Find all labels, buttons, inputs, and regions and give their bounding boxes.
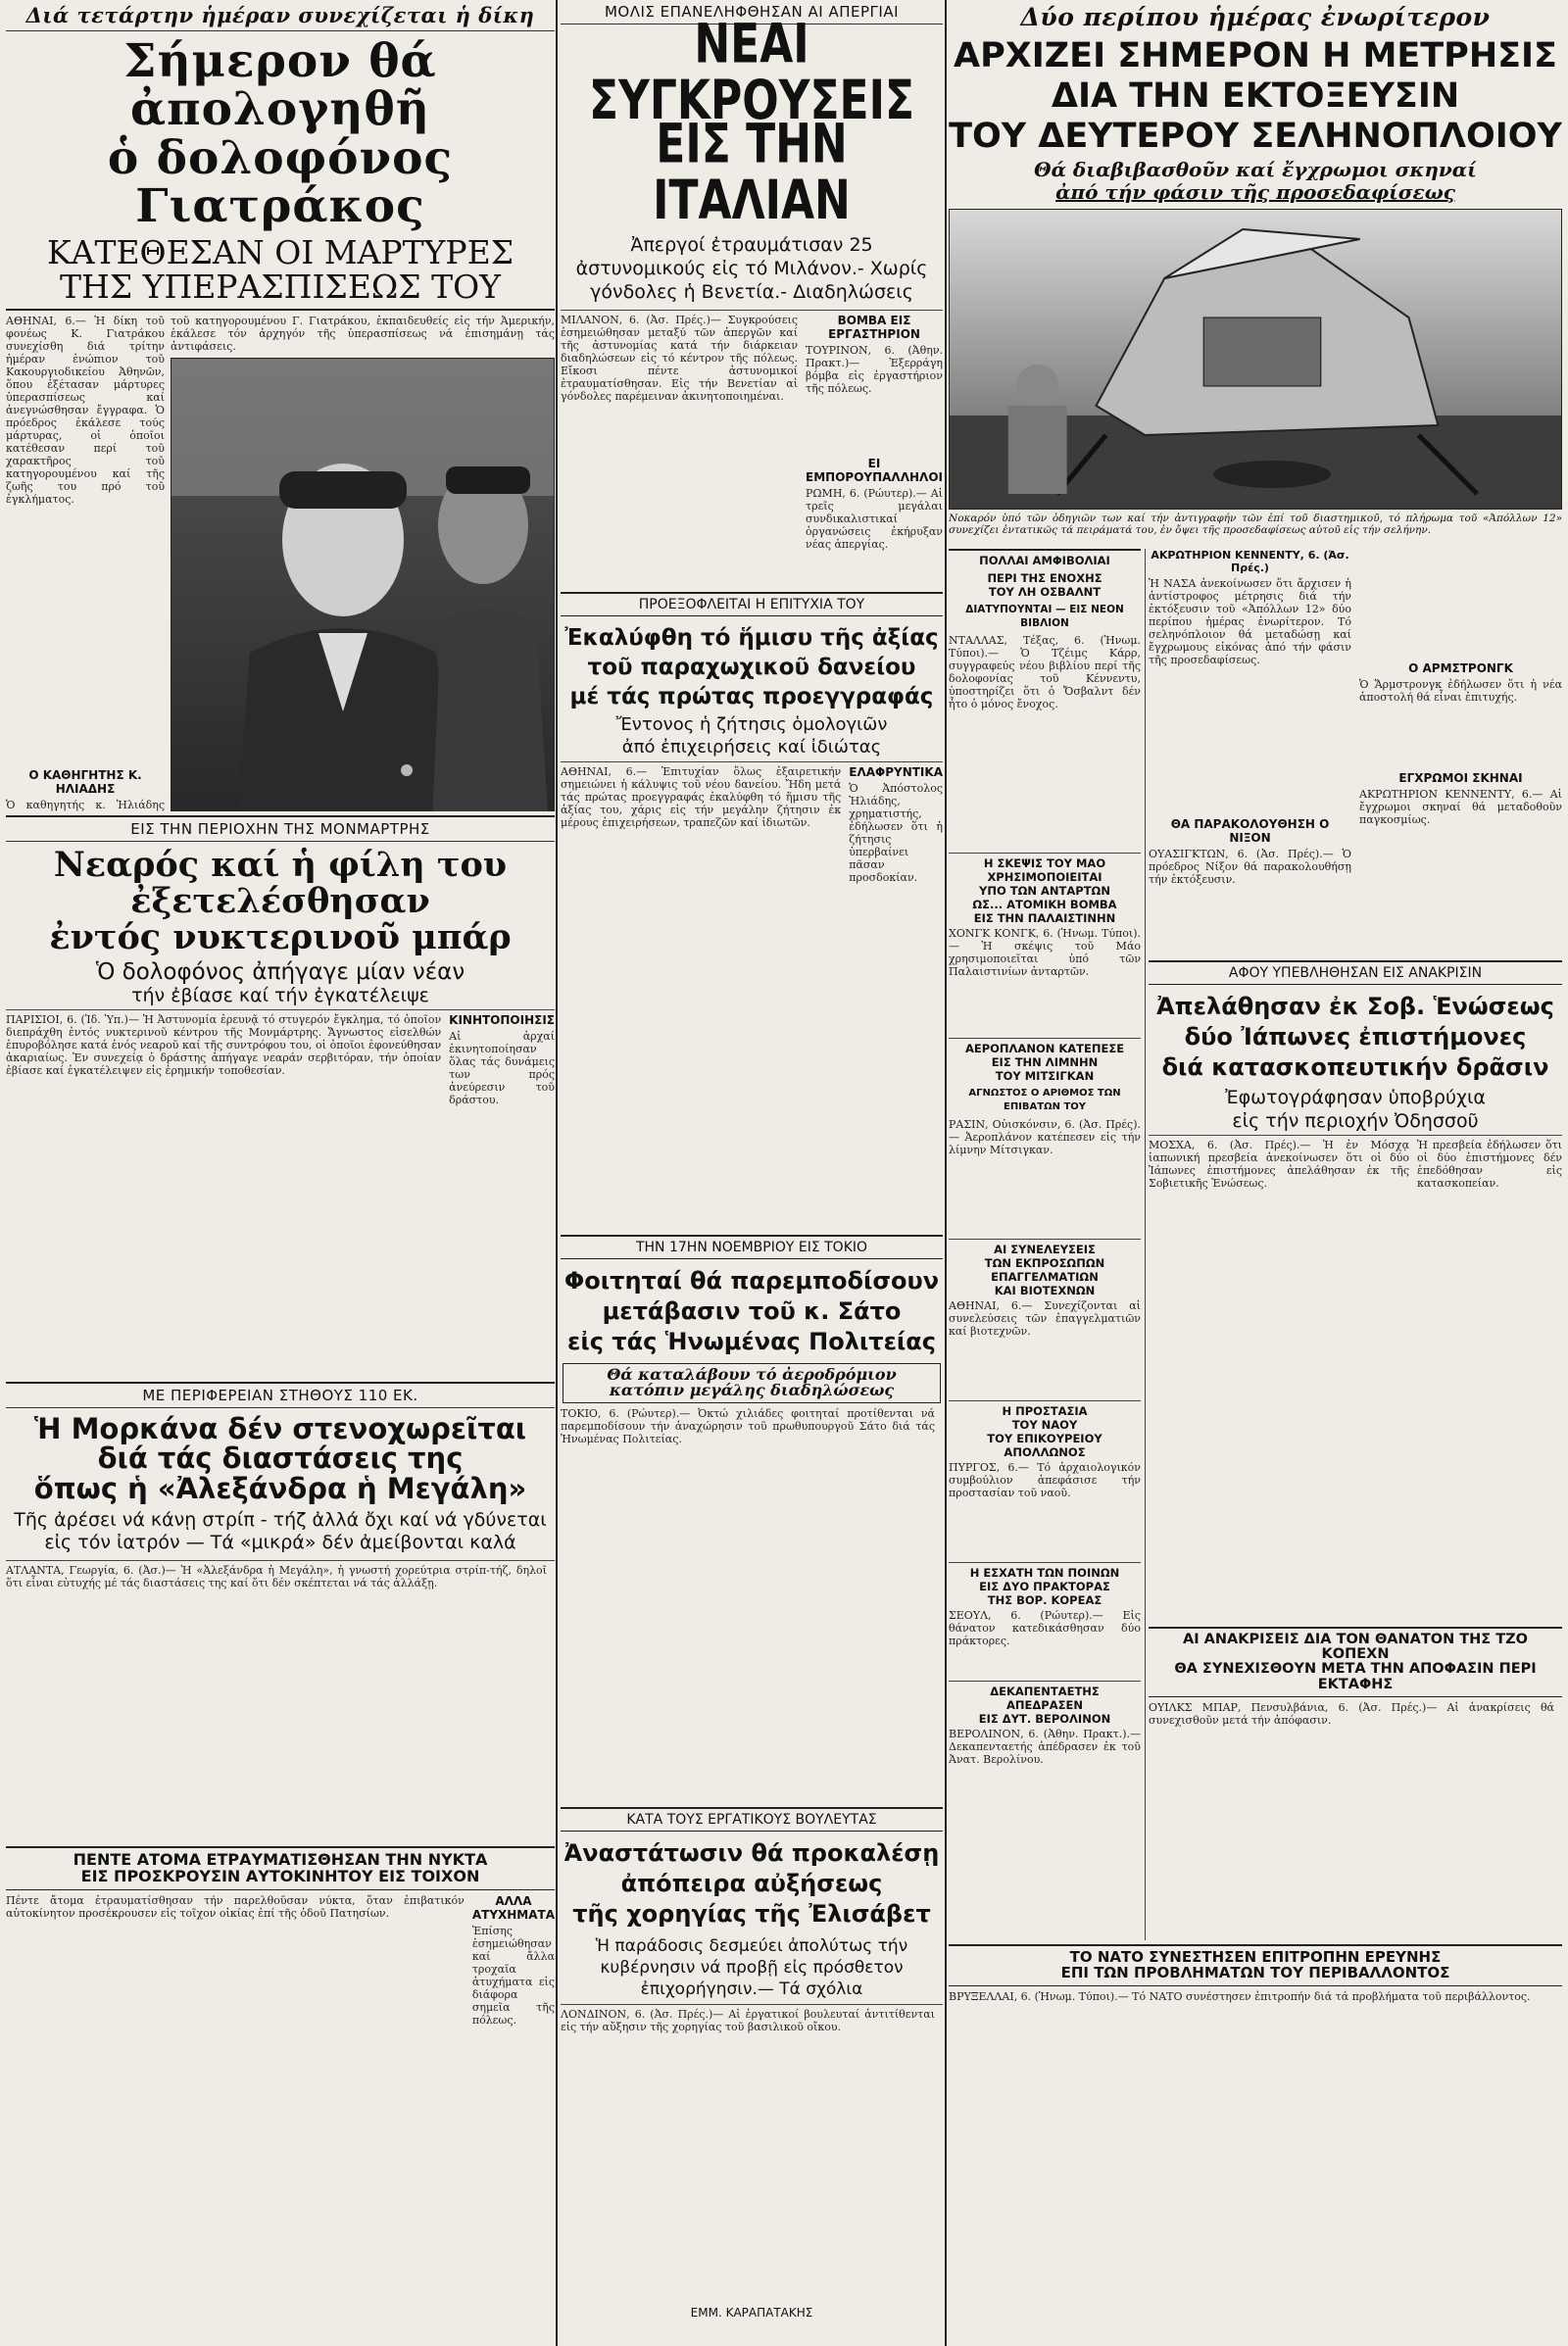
column-right bbox=[949, 0, 1562, 2346]
divider bbox=[949, 1239, 1141, 1240]
divider bbox=[949, 1038, 1141, 1039]
article-body: ΡΩΜΗ, 6. (Ρώυτερ).— Αἱ τρεῖς μεγάλαι συνδικαλιστικαί ὀργανώσεις ἐκήρυξαν νέας ἀπεργίας. bbox=[806, 486, 943, 551]
article-body: ΠΑΡΙΣΙΟΙ, 6. (Ἰδ. Ὑπ.)— Ἡ Ἀστυνομία ἐρευνᾷ τό στυγερόν ἔγκλημα, τό ὁποῖον διεπράχθη ἐντός νυκτερινοῦ κέντρου τῆς Μονμάρτρης. Ἄγνωστος εἰσελθών ἐπυροβόλησε κατά ἑνός νεαροῦ καί τῆς συντρόφου του, οἱ ὁποῖοι ἐφονεύθησαν ἀκαριαίως. Ἐν συνεχείᾳ ὁ δράστης ἀπήγαγε νεαράν σερβιτόραν, τήν ὁποίαν ἐβίασε καί ἐγκατέλειψεν εἰς ἐρημικήν τοποθεσίαν. bbox=[6, 1013, 442, 1078]
article-body: ΛΟΝΔΙΝΟΝ, 6. (Ἀσ. Πρές.)— Αἱ ἐργατικοί βουλευταί ἀντιτίθενται εἰς τήν αὔξησιν τῆς χορηγίας τοῦ βασιλικοῦ οἴκου. bbox=[561, 2007, 935, 2033]
article-kicker: ΕΙΣ ΤΗΝ ΠΕΡΙΟΧΗΝ ΤΗΣ ΜΟΝΜΑΡΤΡΗΣ bbox=[6, 815, 555, 842]
headline: ΔΙΑ ΤΗΝ ΕΚΤΟΞΕΥΣΙΝ bbox=[1051, 75, 1460, 116]
brief-subhead: ΔΙΑΤΥΠΟΥΝΤΑΙ — ΕΙΣ ΝΕΟΝ ΒΙΒΛΙΟΝ bbox=[965, 604, 1124, 629]
subheadline: ΚΑΤΕΘΕΣΑΝ ΟΙ ΜΑΡΤΥΡΕΣ bbox=[46, 233, 514, 272]
news-photo bbox=[949, 209, 1562, 510]
article-kicker: ΤΗΝ 17ΗΝ ΝΟΕΜΒΡΙΟΥ ΕΙΣ ΤΟΚΙΟ bbox=[561, 1235, 943, 1259]
article-kopechne bbox=[1149, 1627, 1562, 1921]
article-body: Ὁ Ἄρμστρονγκ ἐδήλωσεν ὅτι ἡ νέα ἀποστολή θά εἶναι ἐπιτυχής. bbox=[1359, 678, 1562, 704]
section-subhead: ΘΑ ΠΑΡΑΚΟΛΟΥΘΗΣΗ Ο ΝΙΞΟΝ bbox=[1170, 817, 1330, 845]
brief-head: ΤΟΥ ΝΑΟΥ bbox=[1011, 1418, 1078, 1432]
brief-head: ΥΠΟ ΤΩΝ ΑΝΤΑΡΤΩΝ bbox=[979, 884, 1110, 898]
brief-head: ΤΟΥ ΕΠΙΚΟΥΡΕΙΟΥ bbox=[987, 1432, 1102, 1445]
brief-head: ΑΠΟΛΛΩΝΟΣ bbox=[1004, 1445, 1086, 1459]
divider bbox=[561, 310, 943, 311]
article-body: ΧΟΝΓΚ ΚΟΝΓΚ, 6. (Ἡνωμ. Τύποι).— Ἡ σκέψις τοῦ Μάο χρησιμοποιεῖται ὑπό τῶν Παλαιστινίων ἀνταρτῶν. bbox=[949, 927, 1141, 978]
brief-head: ΑΠΕΔΡΑΣΕΝ bbox=[1006, 1698, 1083, 1712]
defendant-photo-graphic bbox=[172, 359, 554, 811]
article-kicker: Διά τετάρτην ἡμέραν συνεχίζεται ἡ δίκη bbox=[6, 0, 555, 31]
brief-head: ΕΠΑΓΓΕΛΜΑΤΙΩΝ bbox=[991, 1270, 1099, 1284]
section-subhead: ΒΟΜΒΑ ΕΙΣ ΕΡΓΑΣΤΗΡΙΟΝ bbox=[828, 313, 920, 341]
deck: Ἔντονος ἡ ζήτησις ὁμολογιῶν bbox=[615, 714, 888, 736]
deck: Ἡ παράδοσις δεσμεύει ἀπολύτως τήν κυβέρνησιν νά προβῇ εἰς πρόσθετον ἐπιχορήγησιν.— Τά σχόλια bbox=[595, 1935, 908, 1999]
article-kicker: ΜΕ ΠΕΡΙΦΕΡΕΙΑΝ ΣΤΗΘΟΥΣ 110 ΕΚ. bbox=[6, 1382, 555, 1408]
article-loan bbox=[561, 592, 943, 1231]
brief-head: ΕΙΣ ΤΗΝ ΠΑΛΑΙΣΤΙΝΗΝ bbox=[973, 911, 1116, 925]
headline: ἐξετελέσθησαν bbox=[130, 880, 430, 921]
article-body: ΤΟΥΡΙΝΟΝ, 6. (Ἀθην. Πρακτ.)— Ἐξερράγη βόμβα εἰς ἐργαστήριον τῆς πόλεως. bbox=[806, 343, 943, 395]
brief-head: ΤΟΥ ΛΗ ΟΣΒΑΛΝΤ bbox=[988, 585, 1102, 599]
headline: ὁ δολοφόνος Γιατράκος bbox=[107, 130, 454, 234]
headline: ΤΟΥ ΔΕΥΤΕΡΟΥ ΣΕΛΗΝΟΠΛΟΙΟΥ bbox=[949, 116, 1562, 156]
article-kicker: ΜΟΛΙΣ ΕΠΑΝΕΛΗΦΘΗΣΑΝ ΑΙ ΑΠΕΡΓΙΑΙ bbox=[561, 0, 943, 24]
article-body: ΒΕΡΟΛΙΝΟΝ, 6. (Ἀθην. Πρακτ.).— Δεκαπενταετής ἀπέδρασεν ἐκ τοῦ Ἀνατ. Βερολίνου. bbox=[949, 1728, 1141, 1766]
headline: ΑΡΧΙΖΕΙ ΣΗΜΕΡΟΝ Η ΜΕΤΡΗΣΙΣ bbox=[954, 36, 1557, 75]
article-sato-tokyo bbox=[561, 1235, 943, 1803]
headline: μετάβασιν τοῦ κ. Σάτο bbox=[602, 1297, 902, 1326]
brief-head: ΤΩΝ ΕΚΠΡΟΣΩΠΩΝ bbox=[984, 1256, 1105, 1270]
article-kicker: ΑΦΟΥ ΥΠΕΒΛΗΘΗΣΑΝ ΕΙΣ ΑΝΑΚΡΙΣΙΝ bbox=[1149, 960, 1562, 985]
article-kicker: ΤΟ ΝΑΤΟ ΣΥΝΕΣΤΗΣΕΝ ΕΠΙΤΡΟΠΗΝ ΕΡΕΥΝΗΣ bbox=[949, 1944, 1562, 1966]
deck: τήν ἐβίασε καί τήν ἐγκατέλειψε bbox=[131, 985, 429, 1007]
article-montmartre bbox=[6, 815, 555, 1378]
article-body: ΑΘΗΝΑΙ, 6.— Ἐπιτυχίαν ὅλως ἐξαιρετικήν σημειώνει ἡ κάλυψις τοῦ νέου δανείου. Ἤδη μετά τάς πρώτας προεγγραφάς ἐκαλύφθη τό ἥμισυ τῆς ἀξίας του, χάρις εἰς τήν μεγάλην ζήτησιν ἐκ μέρους ἐπιχειρήσεων, τραπεζῶν καί ἰδιωτῶν. bbox=[561, 765, 842, 830]
article-body: Ὁ καθηγητής κ. Ἠλιάδης bbox=[6, 798, 165, 811]
headline: τοῦ παραχωχικοῦ δανείου bbox=[587, 655, 916, 681]
deck: Θά καταλάβουν τό ἀεροδρόμιον bbox=[607, 1364, 897, 1384]
headline: Ἡ Μορκάνα δέν στενοχωρεῖται bbox=[33, 1412, 527, 1445]
article-body: Αἱ ἀρχαί ἐκινητοποίησαν ὅλας τάς δυνάμεις των πρός ἀνεύρεσιν τοῦ δράστου. bbox=[449, 1030, 555, 1107]
divider bbox=[561, 2004, 943, 2005]
article-body: ΝΤΑΛΛΑΣ, Τέξας, 6. (Ἡνωμ. Τύποι).— Ὁ Τζέιμς Κάρρ, συγγραφεύς νέου βιβλίου περί τῆς δολοφονίας τοῦ Κέννεντυ, ὑποστηρίζει ὅτι ὁ Ὄσβαλντ δέν ἦτο ὁ μόνος ἔνοχος. bbox=[949, 634, 1141, 710]
subheadline: ΤΗΣ ΥΠΕΡΑΣΠΙΣΕΩΣ ΤΟΥ bbox=[60, 268, 501, 307]
article-body: Ἐπίσης ἐσημειώθησαν καί ἄλλα τροχαῖα ἀτυχήματα εἰς διάφορα σημεῖα τῆς πόλεως. bbox=[471, 1924, 555, 2027]
article-body: ΑΘΗΝΑΙ, 6.— Ἡ δίκη τοῦ φονέως Κ. Γιατράκου συνεχίσθη διά τρίτην ἡμέραν ἐνώπιον τοῦ Κακουργιοδικείου Ἀθηνῶν, ὅπου ἐξέτασαν μάρτυρες ὑπερασπίσεως καί ἀνεγνώσθησαν ἔγγραφα. Ὁ πρόεδρος ἐκάλεσε τούς μάρτυρας, οἱ ὁποῖοι κατέθεσαν περί τοῦ χαρακτῆρος τοῦ κατηγορουμένου καί τῆς ζωῆς του πρό τοῦ ἐγκλήματος. bbox=[6, 314, 165, 506]
brief-subhead: ΑΓΝΩΣΤΟΣ Ο ΑΡΙΘΜΟΣ ΤΩΝ ΕΠΙΒΑΤΩΝ ΤΟΥ bbox=[968, 1088, 1121, 1112]
section-subhead: ΕΙ ΕΜΠΟΡΟΥΠΑΛΛΗΛΟΙ bbox=[806, 456, 943, 484]
divider bbox=[1149, 1135, 1562, 1136]
article-text-column bbox=[6, 315, 165, 811]
article-body: ΟΥΙΛΚΣ ΜΠΑΡ, Πενσυλβάνια, 6. (Ἀσ. Πρές.)— Αἱ ἀνακρίσεις θά συνεχισθοῦν μετά τήν ἀπόφασιν. bbox=[1149, 1700, 1554, 1727]
headline: Ἀπελάθησαν ἐκ Σοβ. Ἑνώσεως bbox=[1156, 993, 1554, 1020]
article-body: ΜΙΛΑΝΟΝ, 6. (Ἀσ. Πρές.)— Συγκρούσεις ἐσημειώθησαν μεταξύ τῶν ἀπεργῶν καί τῆς ἀστυνομίας κατά τήν διάρκειαν διαδηλώσεων εἰς τό κέντρον τῆς πόλεως. Εἴκοσι πέντε ἀστυνομικοί ἐτραυματίσθησαν. Εἰς τήν Βενετίαν αἱ γόνδολες παρέμειναν ἀκινητοποιημέναι. bbox=[561, 313, 799, 403]
article-kicker: Δύο περίπου ἡμέρας ἐνωρίτερον bbox=[1020, 3, 1491, 31]
deck: Θά διαβιβασθοῦν καί ἔγχρωμοι σκηναί bbox=[1034, 158, 1477, 182]
article-italy-strikes bbox=[561, 0, 943, 588]
lunar-module-photo-graphic bbox=[950, 210, 1561, 509]
headline: Νεαρός καί ἡ φίλη του bbox=[53, 845, 508, 885]
article-body: ΟΥΑΣΙΓΚΤΩΝ, 6. (Ἀσ. Πρές).— Ὁ πρόεδρος Νίξον θά παρακολουθήσῃ τήν ἐκτόξευσιν. bbox=[1149, 848, 1351, 886]
briefs-column bbox=[949, 549, 1146, 1940]
article-apollo-countdown bbox=[949, 0, 1562, 545]
brief-head: ΕΙΣ ΔΥΤ. ΒΕΡΟΛΙΝΟΝ bbox=[978, 1712, 1111, 1726]
news-photo bbox=[171, 358, 555, 811]
section-subhead: ΕΛΑΦΡΥΝΤΙΚΑ bbox=[849, 765, 943, 780]
divider bbox=[6, 309, 555, 311]
deck: εἰς τήν περιοχήν Ὀδησσοῦ bbox=[1232, 1109, 1479, 1132]
column-left bbox=[6, 0, 555, 2346]
byline: ΕΜΜ. ΚΑΡΑΠΑΤΑΚΗΣ bbox=[690, 2305, 813, 2320]
headline: μέ τάς πρώτας προεγγραφάς bbox=[569, 684, 934, 710]
article-body: ΑΘΗΝΑΙ, 6.— Συνεχίζονται αἱ συνελεύσεις τῶν ἐπαγγελματιῶν καί βιοτεχνῶν. bbox=[949, 1299, 1141, 1338]
article-body: ΡΑΣΙΝ, Οὐισκόνσιν, 6. (Ἀσ. Πρές).— Ἀεροπλάνον κατέπεσεν εἰς τήν λίμνην Μίτσιγκαν. bbox=[949, 1118, 1141, 1156]
article-body: ΜΟΣΧΑ, 6. (Ἀσ. Πρές).— Ἡ ἐν Μόσχᾳ ἰαπωνική πρεσβεία ἀνεκοίνωσεν ὅτι οἱ δύο Ἰάπωνες ἐπιστήμονες ἀπελάθησαν ἐκ τῆς Σοβιετικῆς Ἑνώσεως. bbox=[1149, 1139, 1409, 1191]
headline: Ἀναστάτωσιν θά προκαλέσῃ bbox=[564, 1839, 940, 1867]
headline: εἰς τάς Ἡνωμένας Πολιτείας bbox=[566, 1328, 936, 1356]
section-subhead: ΚΙΝΗΤΟΠΟΙΗΣΙΣ bbox=[449, 1013, 555, 1028]
headline: ἐντός νυκτερινοῦ μπάρ bbox=[49, 916, 512, 957]
headline: τῆς χορηγίας τῆς Ἐλισάβετ bbox=[572, 1900, 931, 1929]
article-kicker: ΠΡΟΕΞΟΦΛΕΙΤΑΙ Η ΕΠΙΤΥΧΙΑ ΤΟΥ bbox=[561, 592, 943, 616]
article-body: ΤΟΚΙΟ, 6. (Ρώυτερ).— Ὀκτώ χιλιάδες φοιτηταί προτίθενται νά παρεμποδίσουν τήν ἀναχώρησιν τοῦ πρωθυπουργοῦ Σάτο διά τάς Ἡνωμένας Πολιτείας. bbox=[561, 1407, 935, 1446]
divider bbox=[949, 853, 1141, 854]
headline: ἀπόπειρα αὐξήσεως bbox=[620, 1870, 883, 1898]
article-body: τοῦ κατηγορουμένου Γ. Γιατράκου, ἐκπαιδευθείς εἰς τήν Ἀμερικήν, ἐκάλεσε τόν ἀρχηγόν τῆς ὑπερασπίσεως νά ἐπισημάνῃ τάς ἀντιφάσεις. bbox=[171, 314, 555, 353]
headline: Ἐκαλύφθη τό ἥμισυ τῆς ἀξίας bbox=[564, 625, 939, 651]
article-body: ΒΡΥΞΕΛΛΑΙ, 6. (Ἡνωμ. Τύποι).— Τό ΝΑΤΟ συνέστησεν ἐπιτροπήν διά τά προβλήματα τοῦ περιβάλλοντος. bbox=[949, 1989, 1531, 2003]
divider bbox=[949, 1400, 1141, 1401]
headline: Φοιτηταί θά παρεμποδίσουν bbox=[564, 1267, 940, 1295]
article-japanese-expelled bbox=[1149, 960, 1562, 1623]
deck: κατόπιν μεγάλης διαδηλώσεως bbox=[609, 1381, 895, 1400]
deck: Ὁ δολοφόνος ἀπήγαγε μίαν νέαν bbox=[95, 959, 466, 986]
deck: Ἐφωτογράφησαν ὑποβρύχια bbox=[1225, 1086, 1486, 1108]
deck: ἀπό τήν φάσιν τῆς προσεδαφίσεως bbox=[1055, 180, 1455, 205]
column-middle bbox=[561, 0, 943, 2346]
column-rule bbox=[556, 0, 558, 2346]
section-subhead: ΕΓΧΡΩΜΟΙ ΣΚΗΝΑΙ bbox=[1398, 771, 1523, 785]
article-elizabeth-grant bbox=[561, 1807, 943, 2336]
brief-head: ΑΕΡΟΠΛΑΝΟΝ ΚΑΤΕΠΕΣΕ bbox=[964, 1042, 1125, 1055]
deck: Τῆς ἀρέσει νά κάνῃ στρίπ - τήζ ἀλλά ὄχι καί νά γδύνεται εἰς τόν ἰατρόν — Τά «μικρά» δέν ἀμείβονται καλά bbox=[14, 1509, 547, 1554]
article-body: Ἡ ΝΑΣΑ ἀνεκοίνωσεν ὅτι ἄρχισεν ἡ ἀντίστροφος μέτρησις διά τήν ἐκτόξευσιν τοῦ «Ἀπόλλων 12» δύο περίπου ἡμέρας ἐνωρίτερον. Τό σεληνόπλοιον θά μεταδώσῃ καί ἔγχρωμους εἰκόνας ἀπό τήν φάσιν τῆς προσεδαφίσεως. bbox=[1149, 577, 1351, 666]
section-subhead: Ο ΚΑΘΗΓΗΤΗΣ Κ. ΗΛΙΑΔΗΣ bbox=[28, 767, 142, 796]
headline: Σήμερον θά ἀπολογηθῆ bbox=[123, 34, 437, 137]
divider bbox=[561, 761, 943, 762]
brief-head: ΠΕΡΙ ΤΗΣ ΕΝΟΧΗΣ bbox=[987, 571, 1102, 585]
headline: διά κατασκοπευτικήν δρᾶσιν bbox=[1161, 1053, 1549, 1082]
photo-caption: Νοκαρόν ὑπό τῶν ὁδηγιῶν των καί τήν ἀντιγραφήν τῶν ἐπί τοῦ διαστημικοῦ, τό πλήρωμα τοῦ «Ἀπόλλων 12» συνεχίζει ἐντατικῶς τά πειράματά του, ἐν ὄψει τῆς προσεδαφίσεως αὐτοῦ εἰς τήν σελήνην. bbox=[949, 513, 1562, 537]
divider bbox=[6, 1560, 555, 1561]
article-morkana bbox=[6, 1382, 555, 1842]
brief-head: Η ΠΡΟΣΤΑΣΙΑ bbox=[1002, 1404, 1088, 1418]
article-kicker: ΕΙΣ ΠΡΟΣΚΡΟΥΣΙΝ ΑΥΤΟΚΙΝΗΤΟΥ ΕΙΣ ΤΟΙΧΟΝ bbox=[6, 1869, 555, 1890]
article-body: ΠΥΡΓΟΣ, 6.— Τό ἀρχαιολογικόν συμβούλιον ἀπεφάσισε τήν προστασίαν τοῦ ναοῦ. bbox=[949, 1461, 1141, 1499]
article-kicker: ΘΑ ΣΥΝΕΧΙΣΘΟΥΝ ΜΕΤΑ ΤΗΝ ΑΠΟΦΑΣΙΝ ΠΕΡΙ ΕΚΤΑΦΗΣ bbox=[1149, 1662, 1562, 1696]
article-body: ΣΕΟΥΛ, 6. (Ρώυτερ).— Εἰς θάνατον κατεδικάσθησαν δύο πράκτορες. bbox=[949, 1609, 1141, 1647]
article-kicker: ΕΠΙ ΤΩΝ ΠΡΟΒΛΗΜΑΤΩΝ ΤΟΥ ΠΕΡΙΒΑΛΛΟΝΤΟΣ bbox=[949, 1966, 1562, 1986]
headline: ΕΙΣ ΤΗΝ ΙΤΑΛΙΑΝ bbox=[653, 114, 851, 233]
article-car-accident bbox=[6, 1846, 555, 2336]
divider bbox=[949, 1562, 1141, 1563]
article-body: Ἡ πρεσβεία ἐδήλωσεν ὅτι οἱ δύο ἐπιστήμονες δέν ἐπεδόθησαν εἰς κατασκοπείαν. bbox=[1417, 1139, 1562, 1191]
article-kicker: ΑΙ ΑΝΑΚΡΙΣΕΙΣ ΔΙΑ ΤΟΝ ΘΑΝΑΤΟΝ ΤΗΣ ΤΖΟ ΚΟΠΕΧΝ bbox=[1149, 1627, 1562, 1662]
article-nato-environment bbox=[949, 1944, 1562, 2336]
deck: Ἀπεργοί ἐτραυμάτισαν 25 ἀστυνομικούς εἰς τό Μιλάνον.- Χωρίς γόνδολες ἡ Βενετία.- Διαδηλώσεις bbox=[575, 233, 928, 303]
brief-head: ΠΟΛΛΑΙ ΑΜΦΙΒΟΛΙΑΙ bbox=[949, 549, 1141, 567]
brief-head: ΤΟΥ ΜΙΤΣΙΓΚΑΝ bbox=[995, 1069, 1095, 1083]
brief-head: ΚΑΙ ΒΙΟΤΕΧΝΩΝ bbox=[994, 1284, 1096, 1297]
headline: διά τάς διαστάσεις της bbox=[97, 1442, 464, 1476]
article-body: Πέντε ἄτομα ἐτραυματίσθησαν τήν παρελθοῦσαν νύκτα, ὅταν ἐπιβατικόν αὐτοκίνητον προσέκρουσεν εἰς τοῖχον οἰκίας ἐπί τῆς ὁδοῦ Πατησίων. bbox=[6, 1893, 465, 1920]
brief-head: ΑΙ ΣΥΝΕΛΕΥΣΕΙΣ bbox=[994, 1243, 1096, 1256]
brief-head: ΕΙΣ ΤΗΝ ΛΙΜΝΗΝ bbox=[991, 1055, 1099, 1069]
article-kicker: ΚΑΤΑ ΤΟΥΣ ΕΡΓΑΤΙΚΟΥΣ ΒΟΥΛΕΥΤΑΣ bbox=[561, 1807, 943, 1832]
article-giatrakos-trial bbox=[6, 0, 555, 811]
brief-head: ΕΙΣ ΔΥΟ ΠΡΑΚΤΟΡΑΣ bbox=[979, 1580, 1110, 1593]
brief-head: ΤΗΣ ΒΟΡ. ΚΟΡΕΑΣ bbox=[987, 1593, 1102, 1607]
dateline: ΑΚΡΩΤΗΡΙΟΝ ΚΕΝΝΕΝΤΥ, 6. (Ἀσ. Πρές.) bbox=[1151, 549, 1349, 574]
headline: ὅπως ἡ «Ἀλεξάνδρα ἡ Μεγάλη» bbox=[33, 1471, 527, 1505]
section-subhead: Ο ΑΡΜΣΤΡΟΝΓΚ bbox=[1408, 661, 1513, 675]
article-body: Ὁ Ἀπόστολος Ἠλιάδης, χρηματιστής, ἐδήλωσεν ὅτι ἡ ζήτησις ὑπερβαίνει πᾶσαν προσδοκίαν. bbox=[849, 782, 943, 885]
section-subhead: ΑΛΛΑ ΑΤΥΧΗΜΑΤΑ bbox=[471, 1893, 555, 1922]
brief-head: Η ΕΣΧΑΤΗ ΤΩΝ ΠΟΙΝΩΝ bbox=[969, 1566, 1120, 1580]
brief-head: Η ΣΚΕΨΙΣ ΤΟΥ ΜΑΟ bbox=[983, 856, 1106, 870]
column-rule bbox=[945, 0, 947, 2346]
deck: ἀπό ἐπιχειρήσεις καί ἰδιώτας bbox=[621, 737, 882, 758]
brief-head: ΩΣ... ΑΤΟΜΙΚΗ ΒΟΜΒΑ bbox=[972, 898, 1117, 911]
brief-head: ΧΡΗΣΙΜΟΠΟΙΕΙΤΑΙ bbox=[987, 870, 1102, 884]
article-apollo-body bbox=[1149, 549, 1562, 956]
headline: ΝΕΑΙ ΣΥΓΚΡΟΥΣΕΙΣ bbox=[588, 13, 915, 133]
brief-head: ΔΕΚΑΠΕΝΤΑΕΤΗΣ bbox=[990, 1685, 1100, 1698]
headline: δύο Ἰάπωνες ἐπιστήμονες bbox=[1184, 1023, 1527, 1051]
article-kicker: ΠΕΝΤΕ ΑΤΟΜΑ ΕΤΡΑΥΜΑΤΙΣΘΗΣΑΝ ΤΗΝ ΝΥΚΤΑ bbox=[6, 1846, 555, 1869]
article-body-continued bbox=[1359, 549, 1562, 657]
divider bbox=[6, 1009, 555, 1010]
article-body: ΑΤΛΑΝΤΑ, Γεωργία, 6. (Ἀσ.)— Ἡ «Ἀλεξάνδρα ἡ Μεγάλη», ἡ γνωστή χορεύτρια στρίπ-τήζ, δηλοῖ ὅτι εἶναι εὐτυχής μέ τάς διαστάσεις της καί ὅτι δέν σκέπτεται νά τάς ἀλλάξῃ. bbox=[6, 1564, 547, 1590]
divider bbox=[949, 1681, 1141, 1682]
article-body: ΑΚΡΩΤΗΡΙΟΝ ΚΕΝΝΕΝΤΥ, 6.— Αἱ ἔγχρωμοι σκηναί θά μεταδοθοῦν παγκοσμίως. bbox=[1359, 788, 1562, 826]
